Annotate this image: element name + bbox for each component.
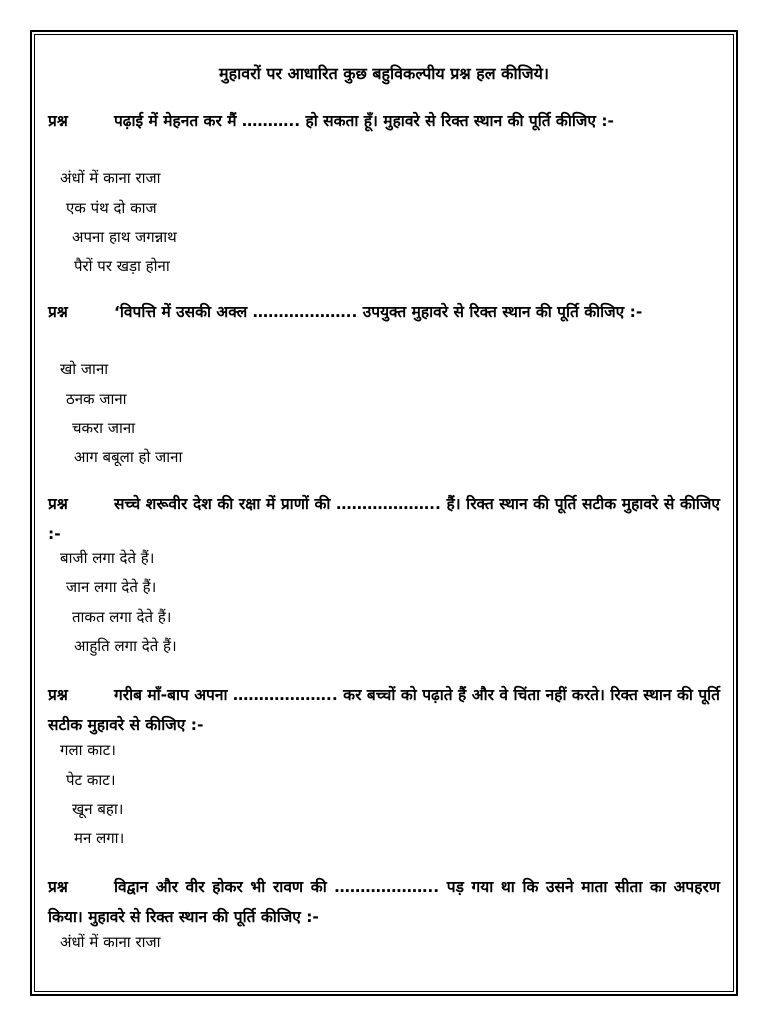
question-2 [48, 297, 720, 327]
option-4b: पेट काट। [66, 771, 116, 789]
option-2a: खो जाना [60, 360, 109, 378]
option-4c: खून बहा। [72, 800, 124, 818]
page-title: मुहावरों पर आधारित कुछ बहुविकल्पीय प्रश्न हल कीजिये। [219, 64, 549, 83]
question-text: गरीब माँ-बाप अपना ……………….. कर बच्चों को पढ़ाते हैं और वे चिंता नहीं करते। रिक्त स्थान की पूर्ति सटीक मुहावरे से कीजिए :- [48, 686, 720, 734]
option-1b: एक पंथ दो काज [66, 199, 157, 217]
question-text: विद्वान और वीर होकर भी रावण की ……………….. पड़ गया था कि उसने माता सीता का अपहरण किया। मुहावरे से रिक्त स्थान की पूर्ति कीजिए :- [48, 878, 720, 926]
option-4a: गला काट। [60, 741, 116, 759]
option-2d: आग बबूला हो जाना [74, 448, 183, 466]
option-3a: बाजी लगा देते हैं। [60, 549, 155, 567]
option-3d: आहुति लगा देते हैं। [74, 637, 177, 655]
question-label: प्रश्न [48, 112, 68, 130]
option-4d: मन लगा। [74, 829, 125, 847]
question-text: पढ़ाई में मेहनत कर मैं ……….. हो सकता हूँ। मुहावरे से रिक्त स्थान की पूर्ति कीजिए :- [114, 112, 614, 130]
option-2b: ठनक जाना [66, 390, 127, 408]
question-5 [48, 872, 720, 932]
option-1a: अंधों में काना राजा [60, 169, 161, 187]
question-label: प्रश्न [48, 303, 68, 321]
option-3c: ताकत लगा देते हैं। [72, 608, 172, 626]
question-label: प्रश्न [48, 495, 68, 513]
question-text: ‘विपत्ति में उसकी अक्ल ……………….. उपयुक्त मुहावरे से रिक्त स्थान की पूर्ति कीजिए :- [114, 303, 643, 321]
option-3b: जान लगा देते हैं। [66, 578, 157, 596]
question-4 [48, 680, 720, 740]
question-3 [48, 489, 720, 549]
question-1 [48, 106, 720, 136]
question-label: प्रश्न [48, 686, 68, 704]
question-text: सच्चे शरूवीर देश की रक्षा में प्राणों की ……………….. हैं। रिक्त स्थान की पूर्ति सटीक मुहावरे से कीजिए :- [48, 495, 720, 543]
question-label: प्रश्न [48, 878, 68, 896]
option-5a: अंधों में काना राजा [60, 933, 161, 951]
option-1d: पैरों पर खड़ा होना [74, 257, 170, 275]
option-1c: अपना हाथ जगन्नाथ [72, 228, 177, 246]
option-2c: चकरा जाना [72, 419, 136, 437]
